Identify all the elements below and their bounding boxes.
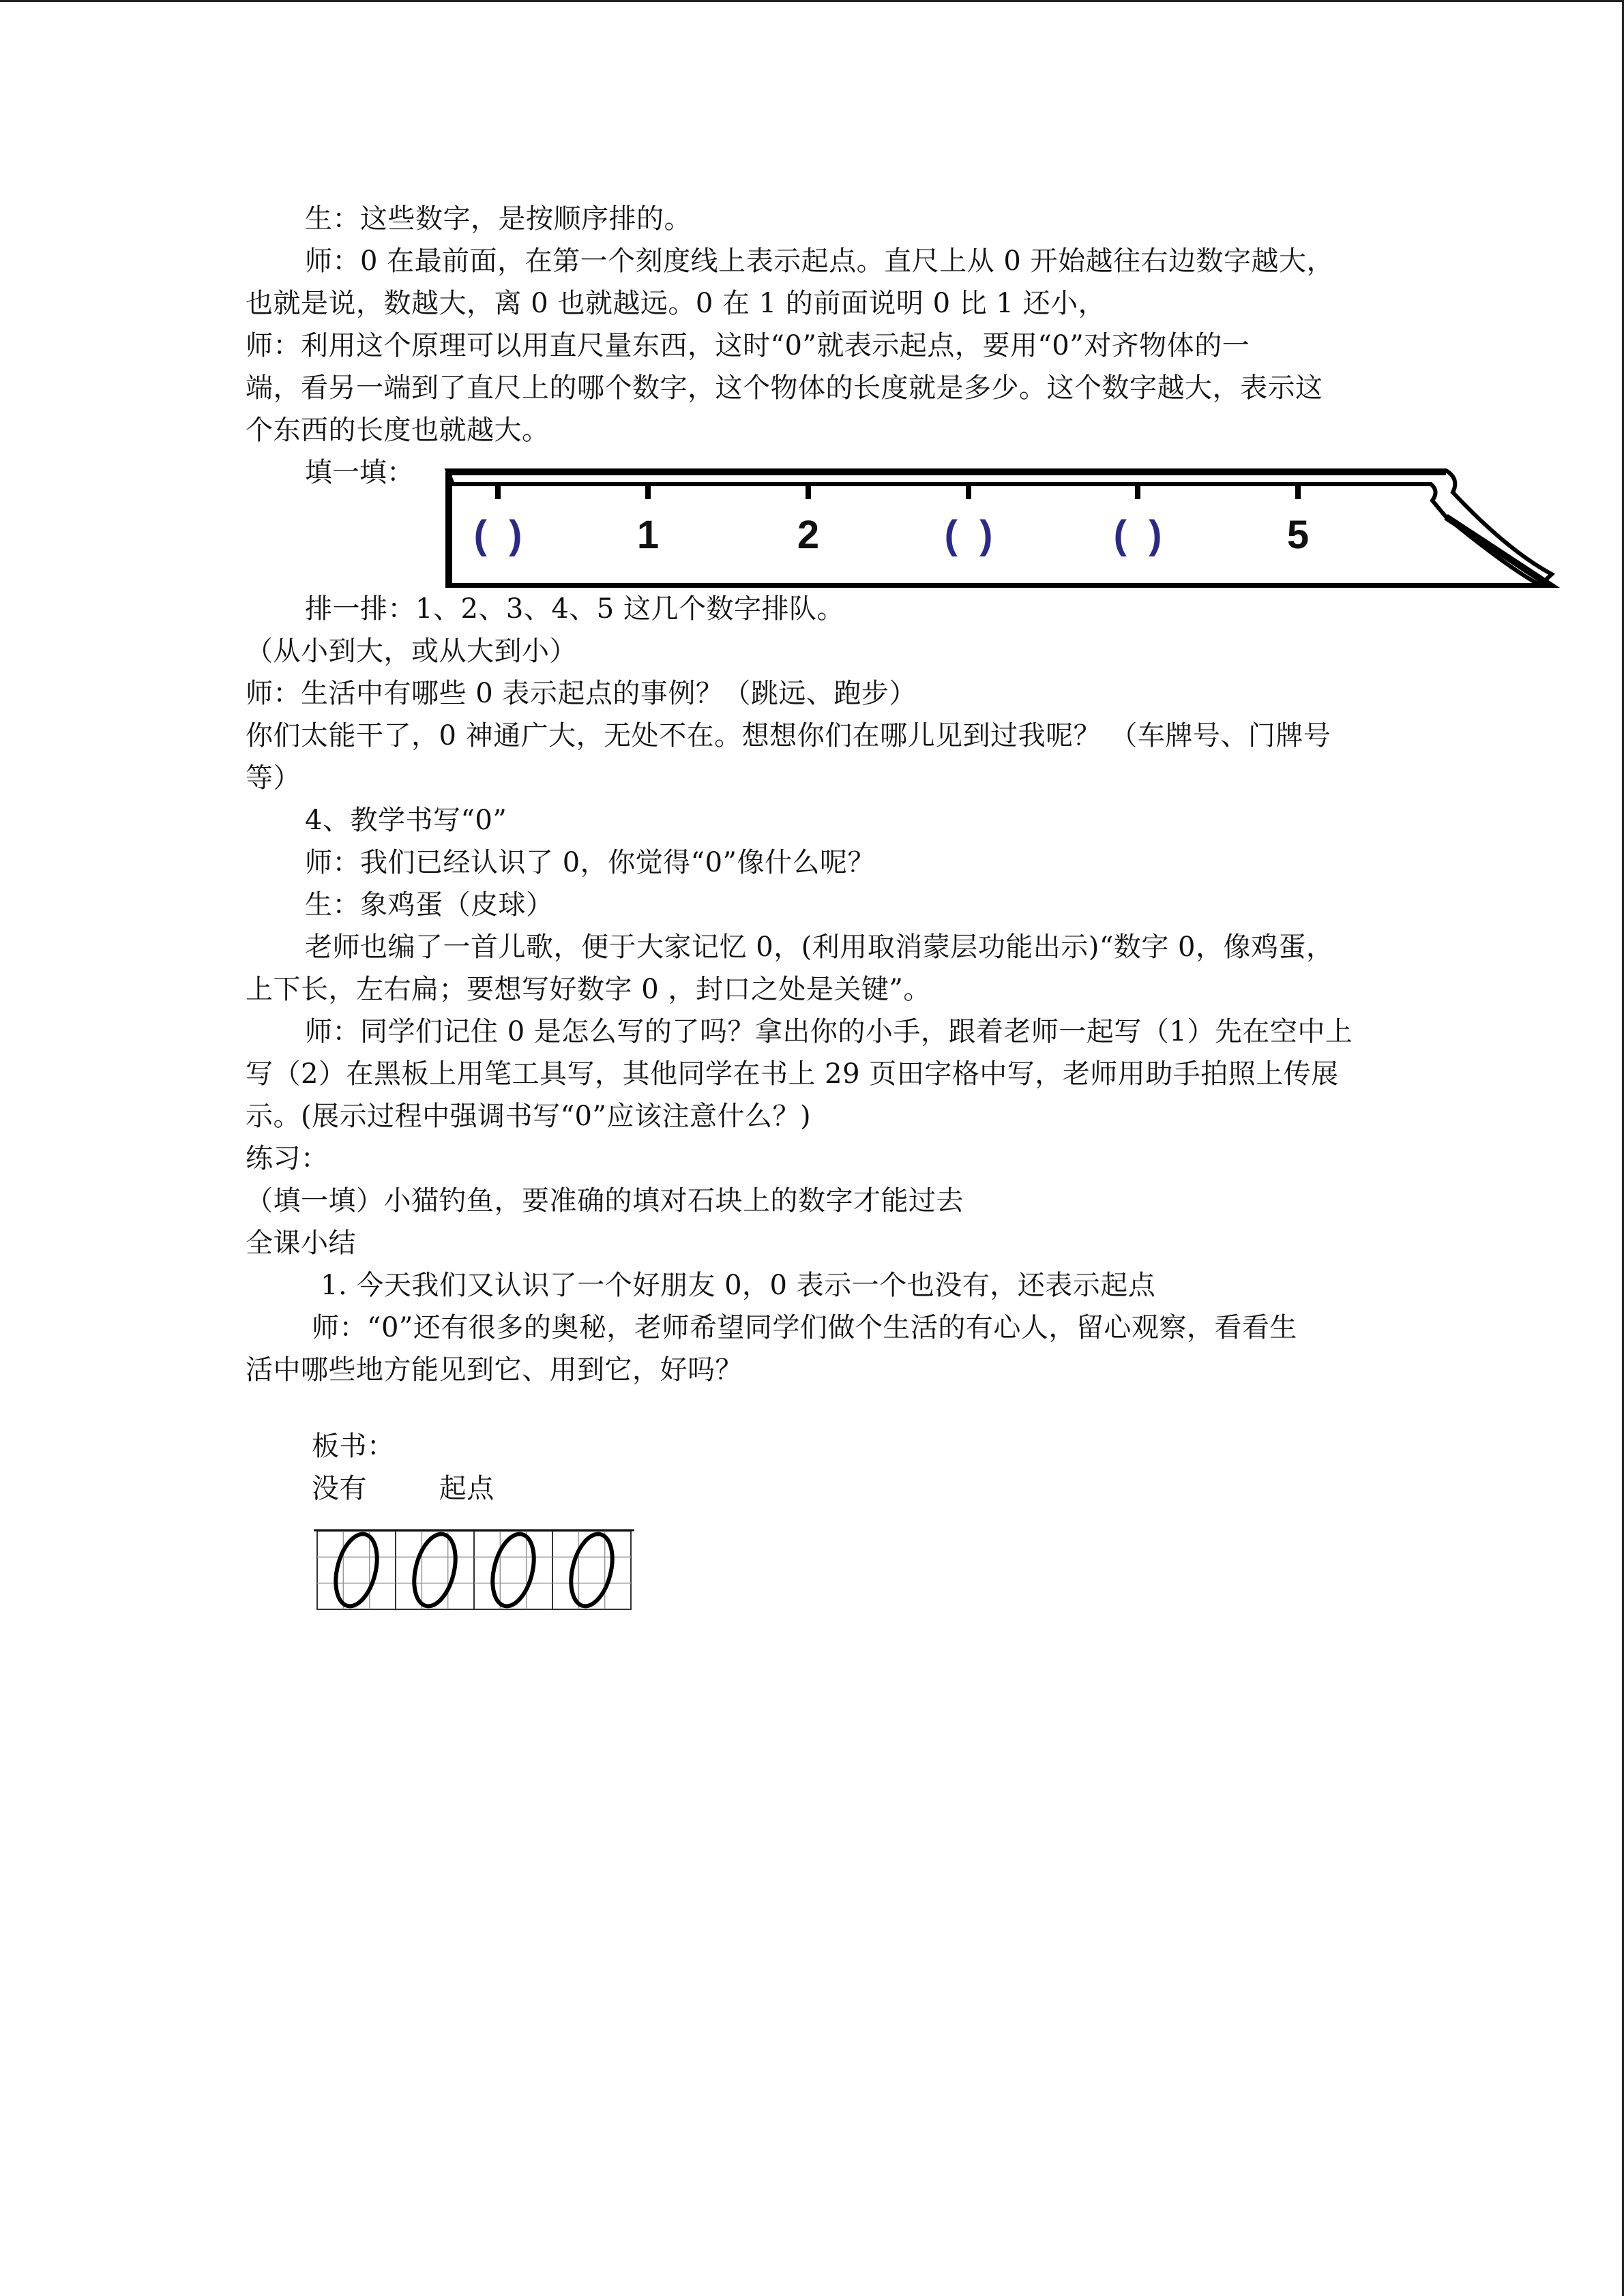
paragraph: 师：我们已经认识了 0，你觉得“0”像什么呢？ bbox=[305, 847, 876, 878]
paragraph: 等） bbox=[246, 762, 301, 794]
paragraph: 排一排：1、2、3、4、5 这几个数字排队。 bbox=[305, 593, 844, 625]
ruler-diagram bbox=[443, 451, 1565, 588]
paragraph: 师：同学们记住 0 是怎么写的了吗？拿出你的小手，跟着老师一起写（1）先在空中上 bbox=[305, 1016, 1353, 1047]
paragraph: 你们太能干了，0 神通广大，无处不在。想想你们在哪儿见到过我呢？ （车牌号、门牌号 bbox=[246, 720, 1331, 751]
ruler-label: ( ) bbox=[1113, 513, 1162, 557]
paragraph: 写（2）在黑板上用笔工具写，其他同学在书上 29 页田字格中写，老师用助手拍照上传展 bbox=[246, 1058, 1339, 1090]
paragraph: 师：生活中有哪些 0 表示起点的事例？（跳远、跑步） bbox=[246, 678, 917, 709]
grid-cells bbox=[314, 1530, 634, 1610]
list-item: 1. 今天我们又认识了一个好朋友 0，0 表示一个也没有，还表示起点 bbox=[321, 1270, 1156, 1301]
blackboard-notes bbox=[246, 1425, 1378, 1615]
paragraph: 示。(展示过程中强调书写“0”应该注意什么？) bbox=[246, 1101, 812, 1132]
paragraph: 师：利用这个原理可以用直尺量东西，这时“0”就表示起点，要用“0”对齐物体的一 bbox=[246, 330, 1250, 361]
paragraph: 上下长，左右扁；要想写好数字 0 ，封口之处是关键”。 bbox=[246, 974, 931, 1005]
handwritten-zero bbox=[329, 1530, 383, 1610]
ruler-label: 1 bbox=[636, 513, 660, 557]
grid-cell bbox=[474, 1531, 552, 1609]
grid-cell bbox=[552, 1531, 631, 1609]
paragraph: 师：0 在最前面，在第一个刻度线上表示起点。直尺上从 0 开始越往右边数字越大， bbox=[305, 245, 1335, 277]
paragraph: 生：象鸡蛋（皮球） bbox=[305, 889, 554, 921]
ruler-label: ( ) bbox=[944, 513, 993, 557]
board-label: 板书： bbox=[312, 1431, 395, 1462]
paragraph: 端，看另一端到了直尺上的哪个数字，这个物体的长度就是多少。这个数字越大，表示这 bbox=[246, 372, 1323, 404]
ruler-label: 2 bbox=[797, 513, 820, 557]
handwritten-zero bbox=[486, 1530, 540, 1610]
handwritten-zero bbox=[564, 1530, 619, 1610]
ruler-body bbox=[449, 472, 1552, 586]
handwritten-zero bbox=[407, 1530, 462, 1610]
paragraph: 个东西的长度也就越大。 bbox=[246, 415, 550, 446]
paragraph: 也就是说，数越大，离 0 也就越远。0 在 1 的前面说明 0 比 1 还小， bbox=[246, 288, 1106, 319]
ruler-label: 5 bbox=[1286, 513, 1310, 557]
paragraph: 生：这些数字，是按顺序排的。 bbox=[305, 203, 692, 235]
paragraph: （从小到大，或从大到小） bbox=[246, 636, 577, 667]
ruler-label: ( ) bbox=[473, 513, 522, 557]
fill-label: 填一填： bbox=[305, 457, 414, 488]
ruler-outline bbox=[447, 471, 1552, 585]
fill-in-exercise bbox=[246, 451, 1378, 588]
paragraph: 老师也编了一首儿歌，便于大家记忆 0，(利用取消蒙层功能出示)“数字 0，像鸡蛋， bbox=[305, 931, 1334, 963]
paragraph: （填一填）小猫钓鱼，要准确的填对石块上的数字才能过去 bbox=[246, 1185, 964, 1217]
grid-cell bbox=[317, 1531, 396, 1609]
paragraph: 师：“0”还有很多的奥秘，老师希望同学们做个生活的有心人，留心观察，看看生 bbox=[312, 1312, 1297, 1343]
page-border-top bbox=[0, 0, 1624, 2]
paragraph: 活中哪些地方能见到它、用到它，好吗？ bbox=[246, 1354, 743, 1386]
grid-cell bbox=[396, 1531, 474, 1609]
board-items: 没有 起点 bbox=[312, 1473, 494, 1504]
lesson-document bbox=[246, 198, 1378, 1615]
paragraph: 练习： bbox=[246, 1143, 329, 1174]
paragraph: 4、教学书写“0” bbox=[305, 805, 507, 836]
section-heading: 全课小结 bbox=[246, 1227, 356, 1259]
ruler-labels bbox=[474, 513, 1310, 557]
writing-grid bbox=[314, 1527, 634, 1613]
